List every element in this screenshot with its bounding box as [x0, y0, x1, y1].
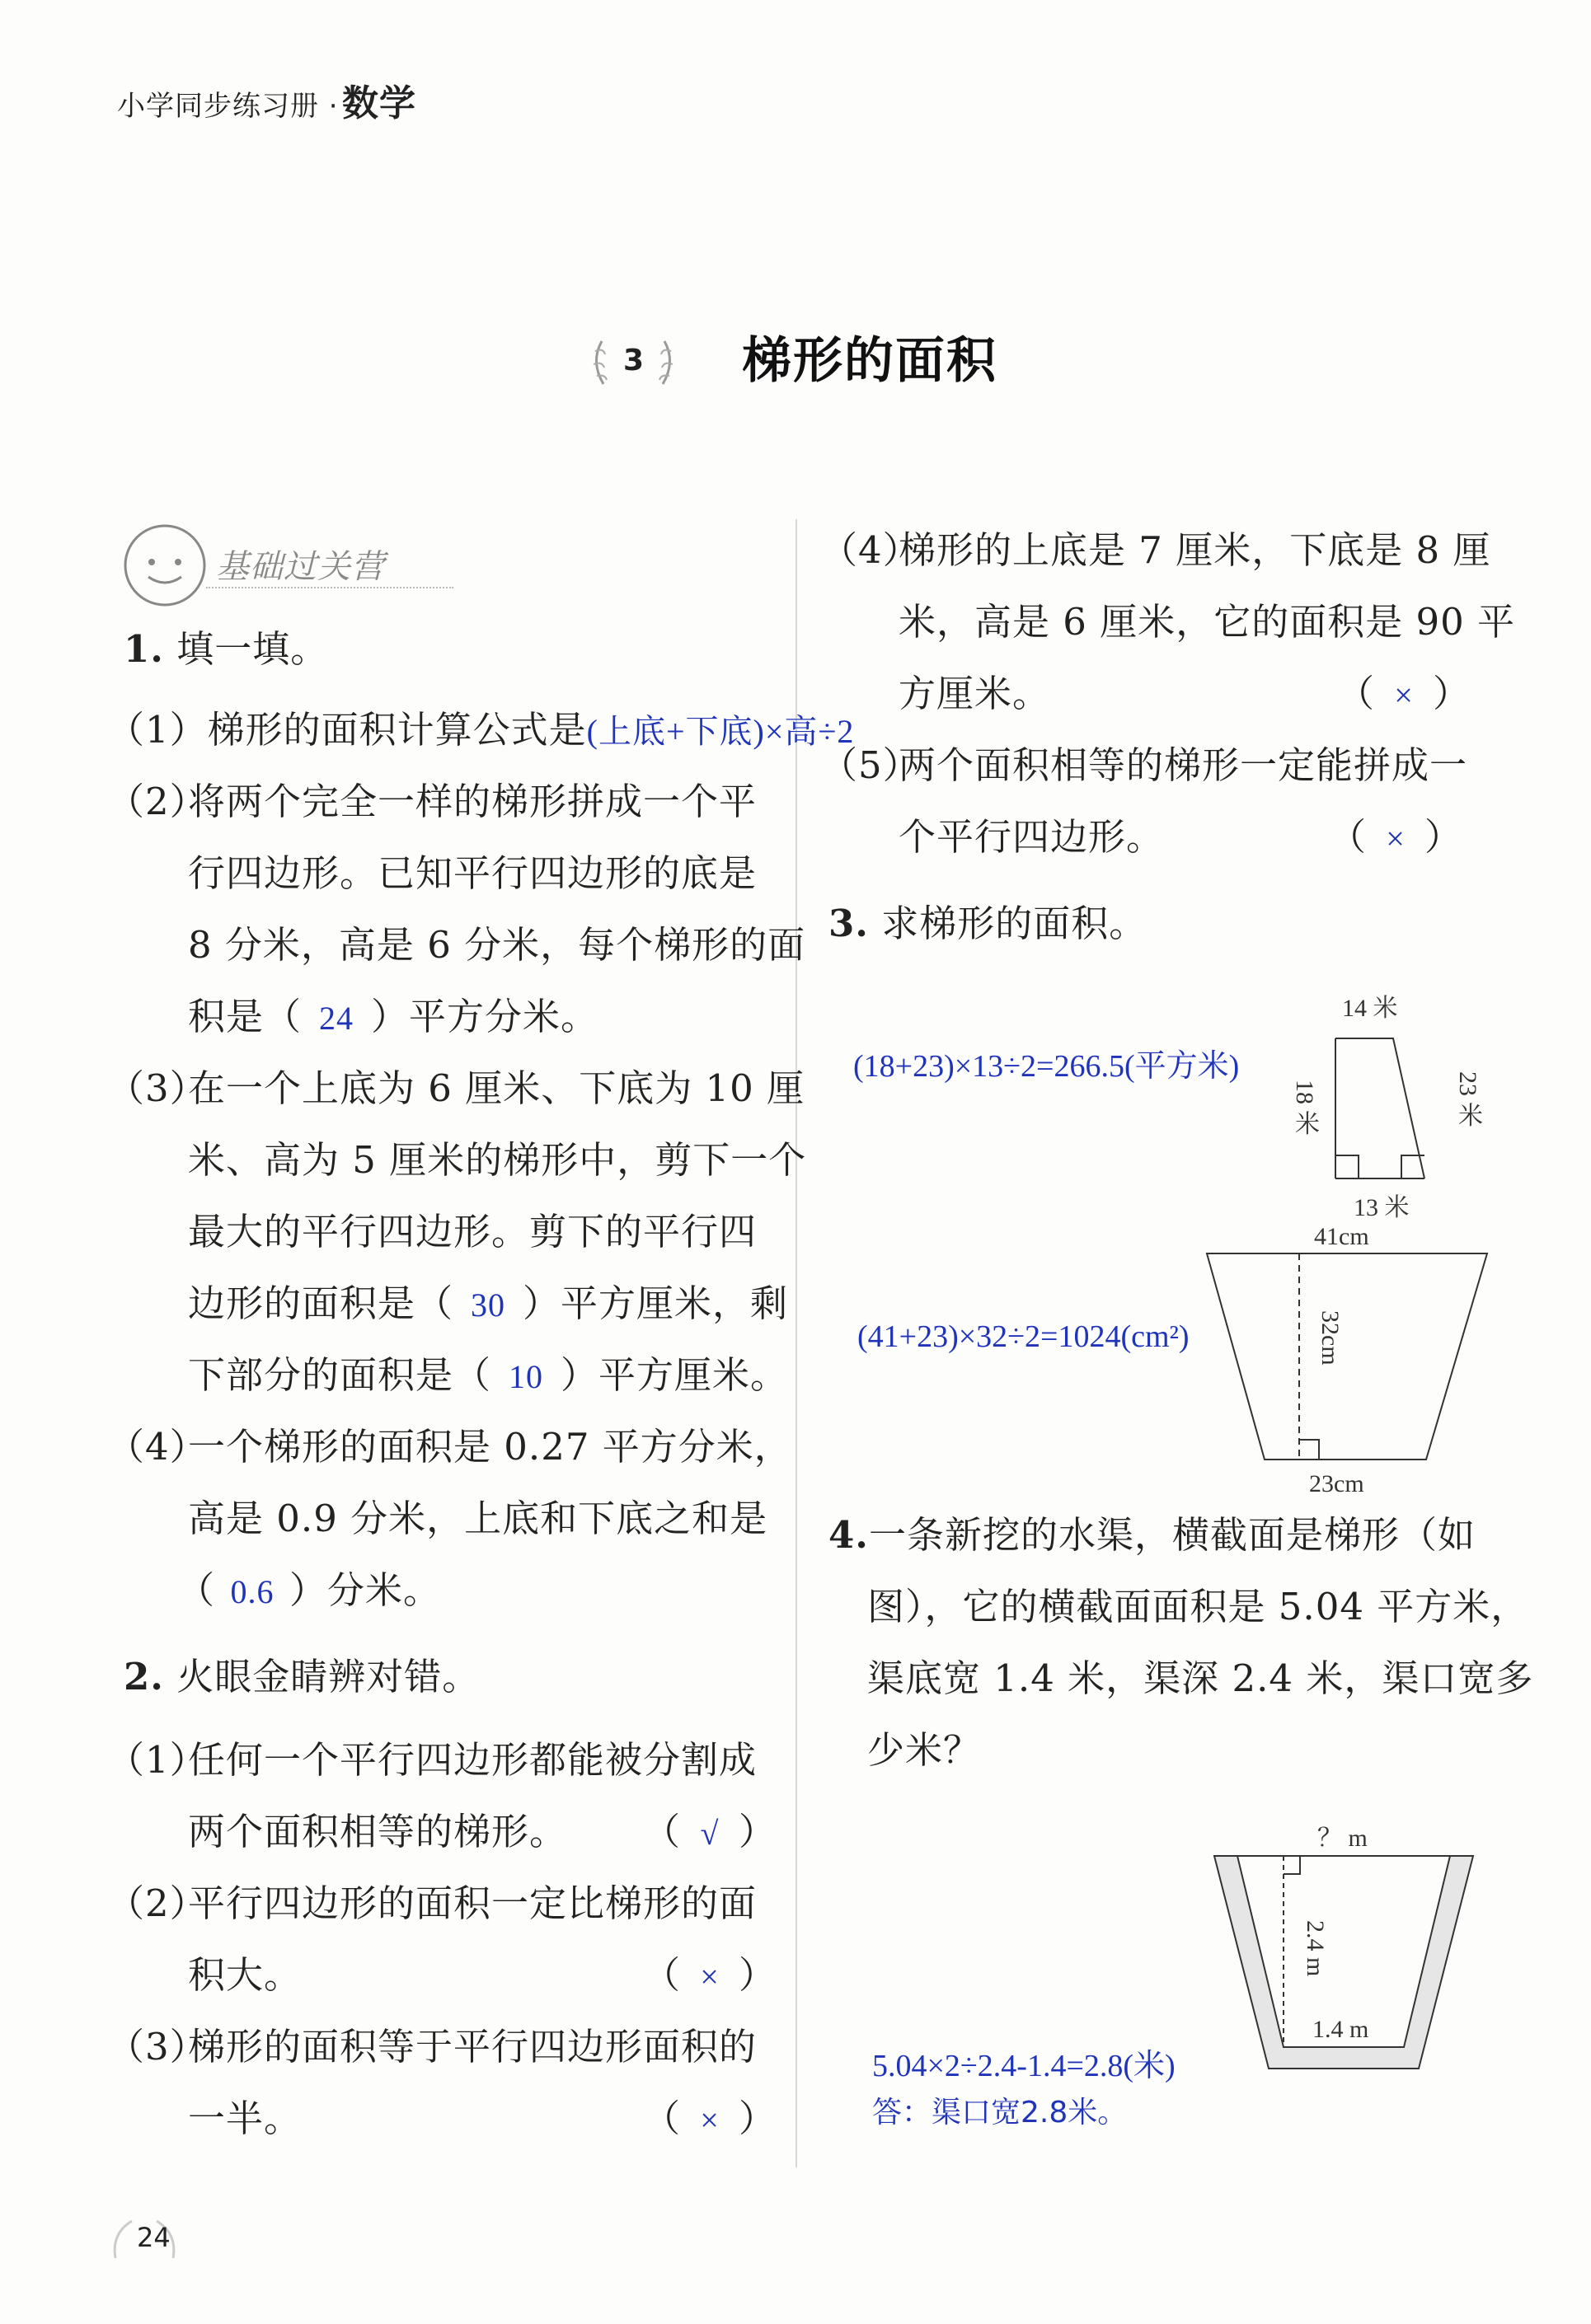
q3-fig1-bottom-label: 13 米	[1354, 1194, 1410, 1221]
lesson-number: 3	[623, 344, 645, 377]
smiley-icon	[115, 519, 214, 610]
q1-p4-line3	[177, 1568, 442, 1612]
paren-close: ）	[739, 1953, 777, 1997]
lesson-title: 梯形的面积	[742, 332, 997, 390]
q1-p3-line2: 米、高为 5 厘米的梯形中，剪下一个	[188, 1138, 807, 1182]
q4-line3: 渠底宽 1.4 米，渠深 2.4 米，渠口宽多	[867, 1656, 1534, 1700]
page-number: 24	[137, 2222, 171, 2253]
q2-item1-answer-box	[643, 1810, 777, 1853]
section-badge: 基础过关营	[216, 548, 385, 586]
inverted-trapezoid-icon	[1204, 1249, 1492, 1467]
q1-p1-text: 梯形的面积计算公式是	[207, 708, 587, 752]
q1-p3-answer1: 30	[471, 1286, 506, 1324]
book-title: 小学同步练习册 ·	[117, 90, 339, 123]
q1-p4-line2: 高是 0.9 分米，上底和下底之和是	[188, 1497, 768, 1540]
q4-line1-wrap	[828, 1513, 1476, 1557]
q1-p4-line3-b: ）分米。	[289, 1568, 442, 1612]
q3-fig1-answer: (18+23)×13÷2=266.5(平方米)	[853, 1049, 1240, 1084]
q1-p1-num: （1）	[107, 708, 208, 752]
q3-fig2-height-label: 32cm	[1316, 1310, 1344, 1366]
q1-p2-line4-b: ）平方分米。	[371, 995, 599, 1038]
q3-heading-text: 求梯形的面积。	[881, 902, 1147, 945]
paren-open: （	[1329, 815, 1368, 859]
q1-p3-answer2: 10	[509, 1358, 544, 1395]
paren-close: ）	[739, 1810, 777, 1853]
q4-line1: 一条新挖的水渠，横截面是梯形（如	[868, 1513, 1476, 1557]
paren-close: ）	[1424, 815, 1463, 859]
q2-item5-answer-box	[1329, 815, 1463, 859]
q2-item5-line1: 两个面积相等的梯形一定能拼成一	[899, 743, 1468, 787]
q1-p2-line2: 行四边形。已知平行四边形的底是	[188, 851, 758, 895]
q3-heading	[828, 902, 1147, 945]
q4-number: 4.	[828, 1513, 869, 1557]
q1-p2-line1: 将两个完全一样的梯形拼成一个平	[188, 780, 758, 823]
q1-p4-answer: 0.6	[230, 1573, 275, 1610]
q4-line2: 图），它的横截面面积是 5.04 平方米，	[867, 1585, 1529, 1628]
q2-heading	[124, 1655, 481, 1698]
q2-item3-line2: 一半。	[188, 2097, 303, 2140]
q1-p2-answer: 24	[319, 1000, 354, 1037]
q2-item3-line1: 梯形的面积等于平行四边形面积的	[188, 2025, 758, 2069]
paren-open: （	[643, 1810, 682, 1853]
q2-item4-num: （4）	[820, 528, 921, 572]
paren-open: （	[1337, 672, 1376, 715]
q1-p3-line4-b: ）平方厘米，剩	[523, 1281, 789, 1325]
q1-p3-line3: 最大的平行四边形。剪下的平行四	[188, 1210, 758, 1253]
q4-answer-text: 答：渠口宽2.8米。	[872, 2096, 1128, 2130]
q2-item4-answer-box	[1337, 672, 1471, 715]
q1-p3-line5-b: ）平方厘米。	[561, 1353, 789, 1397]
paren-close: ）	[739, 2097, 777, 2140]
q2-item1-num: （1）	[107, 1738, 208, 1782]
q1-p1-answer: (上底+下底)×高÷2	[586, 713, 855, 750]
q3-figure2	[1204, 1249, 1492, 1467]
q2-item5-line2: 个平行四边形。	[899, 815, 1165, 859]
q2-item4-answer: ×	[1394, 677, 1414, 714]
paren-open: （	[643, 2097, 682, 2140]
q1-number: 1.	[124, 627, 164, 671]
q1-p3-line5-a: 下部分的面积是（	[188, 1353, 492, 1397]
q1-p4-num: （4）	[107, 1425, 208, 1469]
q1-p4-line3-a: （	[177, 1568, 216, 1612]
q1-p2-line4-a: 积是（	[188, 995, 303, 1038]
q1-p3-line5	[188, 1353, 789, 1397]
q1-heading	[124, 627, 329, 671]
q4-fig-bottom-label: 1.4 m	[1312, 2016, 1369, 2043]
q3-fig2-bottom-label: 23cm	[1309, 1470, 1364, 1497]
q4-line4: 少米？	[867, 1728, 982, 1772]
q1-p3-line4-a: 边形的面积是（	[188, 1281, 454, 1325]
subject-title: 数学	[342, 82, 416, 124]
q2-item2-answer-box	[643, 1953, 777, 1997]
q2-item1-line1: 任何一个平行四边形都能被分割成	[188, 1738, 758, 1782]
paren-close: ）	[1433, 672, 1471, 715]
column-divider	[796, 519, 797, 2167]
q3-fig1-top-label: 14 米	[1342, 995, 1398, 1022]
q2-item4-line1: 梯形的上底是 7 厘米，下底是 8 厘	[899, 528, 1491, 572]
q2-item1-line2: 两个面积相等的梯形。	[188, 1810, 568, 1853]
q2-item1-answer: √	[700, 1815, 720, 1852]
q4-fig-depth-label: 2.4 m	[1302, 1920, 1329, 1977]
lesson-number-badge	[584, 333, 683, 391]
q2-item2-line1: 平行四边形的面积一定比梯形的面	[188, 1881, 758, 1925]
q1-p1-line	[107, 708, 855, 752]
q2-item5-answer: ×	[1386, 820, 1406, 857]
q2-item2-num: （2）	[107, 1881, 208, 1925]
q1-p2-num: （2）	[107, 780, 208, 823]
q1-p3-num: （3）	[107, 1066, 208, 1110]
q1-p4-line1: 一个梯形的面积是 0.27 平方分米，	[188, 1425, 792, 1469]
q3-fig2-top-label: 41cm	[1314, 1223, 1369, 1250]
q2-heading-text: 火眼金睛辨对错。	[176, 1655, 481, 1698]
q2-item3-answer-box	[643, 2097, 777, 2140]
q3-fig1-right-label: 23 米	[1454, 1071, 1481, 1127]
q1-p2-line4	[188, 995, 599, 1038]
badge-underline	[206, 587, 453, 588]
q3-fig2-answer: (41+23)×32÷2=1024(cm²)	[857, 1319, 1190, 1354]
q4-fig-top-label: ？ m	[1317, 1825, 1368, 1852]
q2-item2-line2: 积大。	[188, 1953, 303, 1997]
q4-answer-calc: 5.04×2÷2.4-1.4=2.8(米)	[872, 2049, 1176, 2083]
q2-item4-line2: 米，高是 6 厘米，它的面积是 90 平	[899, 600, 1516, 644]
q2-item3-num: （3）	[107, 2025, 208, 2069]
q2-item5-num: （5）	[820, 743, 921, 787]
q1-p3-line1: 在一个上底为 6 厘米、下底为 10 厘	[188, 1066, 805, 1110]
q2-item2-answer: ×	[700, 1958, 720, 1995]
q3-fig1-left-label: 18 米	[1291, 1080, 1318, 1136]
q2-number: 2.	[124, 1655, 164, 1698]
q3-number: 3.	[828, 902, 869, 945]
q2-item4-line3: 方厘米。	[899, 672, 1051, 715]
q2-item3-answer: ×	[700, 2101, 720, 2139]
paren-open: （	[643, 1953, 682, 1997]
q1-p2-line3: 8 分米，高是 6 分米，每个梯形的面	[188, 923, 806, 967]
q1-p3-line4	[188, 1281, 789, 1325]
q1-heading-text: 填一填。	[176, 627, 329, 671]
